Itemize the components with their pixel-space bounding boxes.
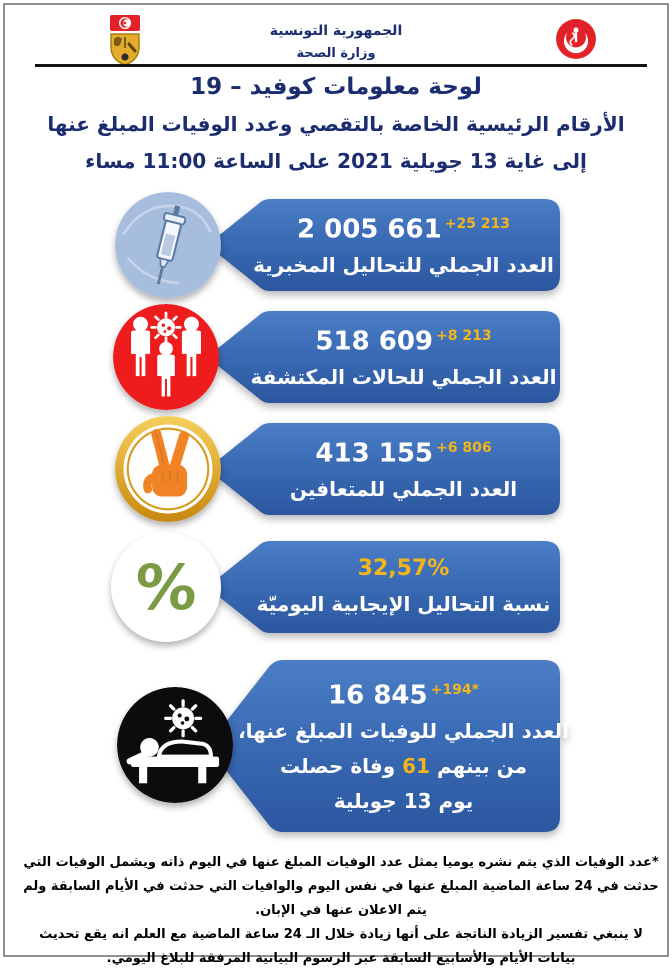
detected-cases-value: 518 609 xyxy=(315,326,434,357)
deaths-banner xyxy=(205,660,569,832)
republic-title: الجمهورية التونسية xyxy=(269,23,403,39)
positivity-rate-label: نسبة التحاليل الإيجابية اليوميّة xyxy=(256,592,551,616)
ministry-title: وزارة الصحة xyxy=(296,46,376,61)
positivity-rate-icon xyxy=(111,532,221,642)
deaths-daily-count: 61 xyxy=(402,753,431,778)
recovered-delta: +6 806 xyxy=(436,440,492,457)
lab-tests-banner xyxy=(205,199,560,291)
footnote xyxy=(19,851,663,971)
page-frame xyxy=(3,3,669,967)
lab-tests-value-line xyxy=(297,207,510,247)
as-of-date: إلى غاية 13 جويلية 2021 على الساعة 11:00 مساء xyxy=(85,149,587,173)
deaths-label-line3: يوم 13 جويلية xyxy=(333,788,474,813)
positivity-rate-value: 32,57% xyxy=(357,556,450,581)
deaths-label-line1: العدد الجملي للوفيات المبلغ عنها، xyxy=(238,718,569,743)
lab-tests-icon xyxy=(115,192,221,298)
deaths-value: 16 845 xyxy=(328,680,428,711)
lab-tests-label: العدد الجملي للتحاليل المخبرية xyxy=(253,252,554,277)
recovered-value-line xyxy=(315,431,491,471)
deaths-line2-suffix: وفاة حصلت xyxy=(279,753,403,778)
recovered-icon xyxy=(115,416,221,522)
page-title: لوحة معلومات كوفيد – 19 xyxy=(190,74,482,100)
percent-glyph: % xyxy=(132,550,200,624)
detected-cases-delta: +8 213 xyxy=(436,328,492,345)
deaths-icon xyxy=(117,687,233,803)
detected-cases-banner xyxy=(205,311,560,403)
lab-tests-value: 2 005 661 xyxy=(296,214,442,245)
detected-cases-label: العدد الجملي للحالات المكتشفة xyxy=(250,364,557,389)
deaths-line2-prefix: من بينهم xyxy=(430,753,528,778)
deaths-label-line2 xyxy=(280,749,527,784)
recovered-value: 413 155 xyxy=(315,438,434,469)
recovered-label: العدد الجملي للمتعافين xyxy=(289,476,518,501)
detected-cases-icon xyxy=(113,304,219,410)
footnote-paragraph-1: *عدد الوفيات الذي يتم نشره يوميا يمثل عدد الوفيات المبلغ عنها في اليوم ذاته ويشمل الوفيات التي حدثت في 24 ساعة الماضية المبلغ عنها في نفس اليوم والوافيات التي حدثت في الأيام السابقة ولم يتم الاعلان عنها في الإبان. xyxy=(23,855,659,919)
footnote-paragraph-2: لا ينبغي تفسير الزيادة الناتجة على أنها زيادة خلال الـ 24 ساعة الماضية مع العلم انه يقع تحديث بيانات الأيام والأسابيع السابقة عبر الرسوم البيانية المرفقة للبلاغ اليومي. xyxy=(39,927,643,967)
recovered-banner xyxy=(205,423,560,515)
lab-tests-delta: +25 213 xyxy=(444,216,511,233)
ministry-of-health-logo-icon xyxy=(555,18,597,60)
positivity-rate-banner xyxy=(205,541,560,633)
header-divider xyxy=(35,64,647,67)
page-subtitle: الأرقام الرئيسية الخاصة بالتقصي وعدد الوفيات المبلغ عنها xyxy=(47,112,625,136)
deaths-delta: +194* xyxy=(430,682,479,699)
deaths-value-line xyxy=(328,673,479,714)
detected-cases-value-line xyxy=(315,319,491,359)
